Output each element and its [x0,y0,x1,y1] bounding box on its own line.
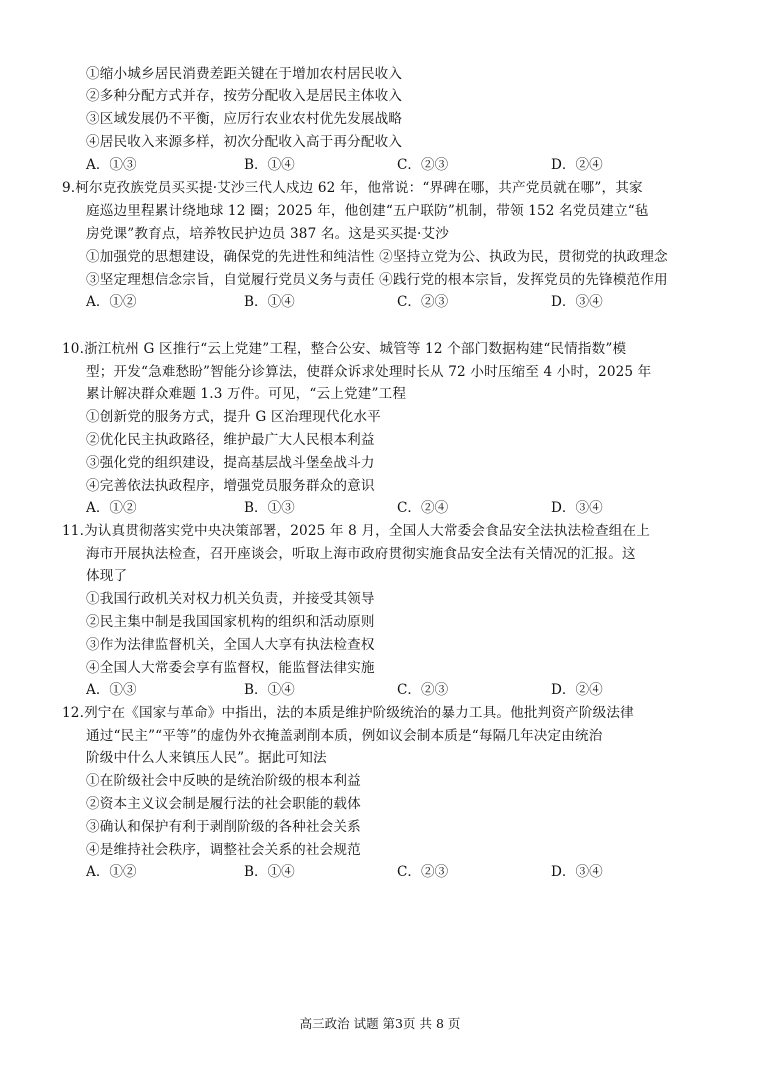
q12-stem-line-2: 通过“民主”“平等”的虚伪外衣掩盖剥削本质，例如议会制本质是“每隔几年决定由统治 [86,728,603,744]
q11-statement-2: ②民主集中制是我国国家机构的组织和活动原则 [86,614,375,630]
q9-stem-line-2: 庭巡边里程累计绕地球 12 圈；2025 年，他创建“五户联防”机制，带领 152 名党员建立“毡 [86,203,649,219]
q8-option-b: B．①④ [244,157,295,173]
q12-stem-line-3: 阶级中什么人来镇压人民”。据此可知法 [86,750,327,766]
q12-statement-4: ④是维持社会秩序，调整社会关系的社会规范 [86,842,361,858]
q11-option-a: A．①③ [86,682,137,698]
q9-stem-line-1: 9.柯尔克孜族党员买买提·艾沙三代人戍边 62 年，他常说：“界碑在哪，共产党员就在哪”，其家 [62,180,643,196]
q12-option-c: C．②③ [397,864,449,880]
q8-option-c: C．②③ [397,157,449,173]
q8-statement-3: ③区域发展仍不平衡，应厉行农业农村优先发展战略 [86,111,403,127]
q11-option-c: C．②③ [397,682,449,698]
q12-stem-line-1: 12.列宁在《国家与革命》中指出，法的本质是维护阶级统治的暴力工具。他批判资产阶级法律 [62,705,634,721]
q10-option-a: A．①② [86,500,137,516]
q10-option-d: D．③④ [551,500,603,516]
q10-stem-line-2: 型；开发“急难愁盼”智能分诊算法，使群众诉求处理时长从 72 小时压缩至 4 小时，2025 年 [86,364,652,380]
q11-option-b: B．①④ [244,682,295,698]
q11-option-d: D．②④ [551,682,603,698]
q10-option-c: C．②④ [397,500,449,516]
q10-stem-line-1: 10.浙江杭州 G 区推行“云上党建”工程，整合公安、城管等 12 个部门数据构建“民情指数”模 [62,341,627,357]
q9-statements-row-2: ③坚定理想信念宗旨，自觉履行党员义务与责任 ④践行党的根本宗旨，发挥党员的先锋模范作用 [86,272,668,288]
q9-option-a: A．①② [86,294,137,310]
q8-option-d: D．②④ [551,157,603,173]
q8-option-a: A．①③ [86,157,137,173]
q10-statement-4: ④完善依法执政程序，增强党员服务群众的意识 [86,478,375,494]
q12-statement-1: ①在阶级社会中反映的是统治阶级的根本利益 [86,773,361,789]
q9-statements-row-1: ①加强党的思想建设，确保党的先进性和纯洁性 ②坚持立党为公、执政为民，贯彻党的执政理念 [86,249,668,265]
page-footer: 高三政治 试题 第3页 共 8 页 [299,1016,461,1031]
q11-stem-line-3: 体现了 [86,568,128,584]
q12-option-d: D．③④ [551,864,603,880]
q12-option-b: B．①④ [244,864,295,880]
q10-option-b: B．①③ [244,500,295,516]
q11-statement-4: ④全国人大常委会享有监督权，能监督法律实施 [86,660,375,676]
q11-statement-3: ③作为法律监督机关，全国人大享有执法检查权 [86,637,375,653]
q9-option-b: B．①④ [244,294,295,310]
q8-statement-2: ②多种分配方式并存，按劳分配收入是居民主体收入 [86,88,403,104]
q10-stem-line-3: 累计解决群众难题 1.3 万件。可见，“云上党建”工程 [86,386,407,402]
q10-statement-1: ①创新党的服务方式，提升 G 区治理现代化水平 [86,409,381,425]
q9-stem-line-3: 房党课”教育点，培养牧民护边员 387 名。这是买买提·艾沙 [86,226,450,242]
q12-statement-3: ③确认和保护有利于剥削阶级的各种社会关系 [86,819,361,835]
q11-stem-line-2: 海市开展执法检查，召开座谈会，听取上海市政府贯彻实施食品安全法有关情况的汇报。这 [86,546,636,562]
q8-statement-1: ①缩小城乡居民消费差距关键在于增加农村居民收入 [86,66,403,82]
q12-option-a: A．①② [86,864,137,880]
q10-statement-2: ②优化民主执政路径，维护最广大人民根本利益 [86,432,375,448]
q9-option-d: D．③④ [551,294,603,310]
q9-option-c: C．②③ [397,294,449,310]
q10-statement-3: ③强化党的组织建设，提高基层战斗堡垒战斗力 [86,455,375,471]
q11-stem-line-1: 11.为认真贯彻落实党中央决策部署，2025 年 8 月，全国人大常委会食品安全法执法检查组在上 [62,523,650,539]
q12-statement-2: ②资本主义议会制是履行法的社会职能的载体 [86,796,361,812]
q11-statement-1: ①我国行政机关对权力机关负责，并接受其领导 [86,591,375,607]
q8-statement-4: ④居民收入来源多样，初次分配收入高于再分配收入 [86,134,403,150]
